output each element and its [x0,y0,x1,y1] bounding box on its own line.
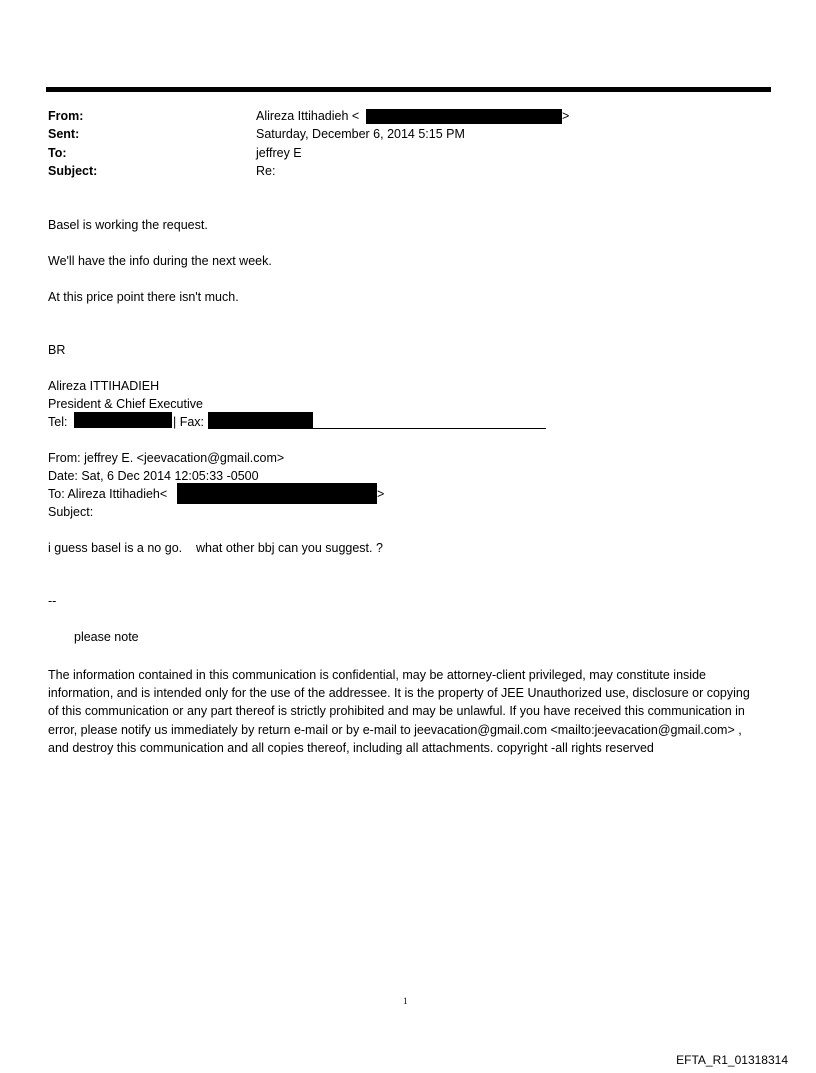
body-closing: BR [48,343,66,357]
from-label: From: [48,109,84,123]
body-line-3: At this price point there isn't much. [48,290,239,304]
to-value: jeffrey E [256,146,302,160]
redaction-from-email [366,109,562,124]
page-number: 1 [403,996,408,1006]
body-line-1: Basel is working the request. [48,218,208,232]
quoted-from: From: jeffrey E. <jeevacation@gmail.com> [48,451,285,465]
quoted-to: To: Alireza Ittihadieh< [48,487,168,501]
subject-value: Re: [256,164,276,178]
quoted-date: Date: Sat, 6 Dec 2014 12:05:33 -0500 [48,469,259,483]
redaction-tel [74,412,172,428]
document-id-stamp: EFTA_R1_01318314 [676,1053,788,1067]
to-label: To: [48,146,67,160]
top-rule [46,87,771,92]
sent-value: Saturday, December 6, 2014 5:15 PM [256,127,465,141]
signature-fax-label: | Fax: [173,415,205,429]
signature-tel-label: Tel: [48,415,68,429]
subject-label: Subject: [48,164,98,178]
from-close: > [562,109,570,123]
from-value: Alireza Ittihadieh < [256,109,360,123]
quoted-message: i guess basel is a no go. what other bbj can you suggest. ? [48,541,383,555]
quoted-to-close: > [377,487,385,501]
disclaimer-paragraph: The information contained in this communication is confidential, may be attorney-client privileged, may constitute inside information, and is intended only for the use of the addressee. It is the property of JEE Unauthorized use, disclosure or copying of this communication or any part thereof is strictly prohibited and may be unlawful. If you have received this communication in error, please notify us immediately by return e-mail or by e-mail to jeevacation@gmail.com <mailto:jeevacation@gmail.com> , and destroy this communication and all copies thereof, including all attachments. copyright -all rights reserved [48,668,750,755]
quoted-subject: Subject: [48,505,94,519]
signature-title: President & Chief Executive [48,397,203,411]
signature-underline [313,428,546,429]
please-note: please note [74,630,139,644]
signature-separator: -- [48,594,57,608]
redaction-to-email [177,483,377,504]
signature-name: Alireza ITTIHADIEH [48,379,160,393]
redaction-fax [208,412,313,429]
sent-label: Sent: [48,127,80,141]
body-line-2: We'll have the info during the next week. [48,254,272,268]
